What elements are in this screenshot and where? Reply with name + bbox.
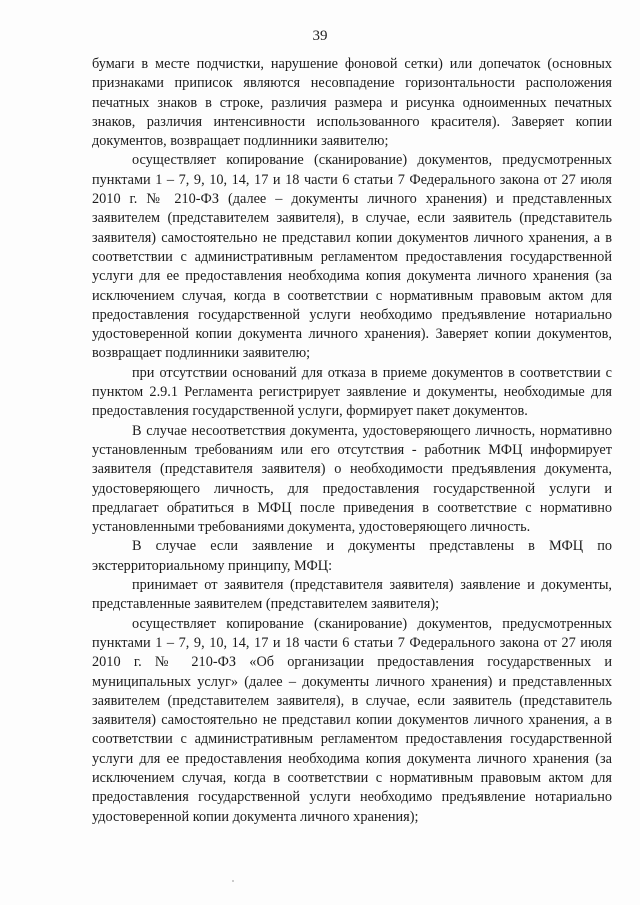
paragraph-registration: при отсутствии оснований для отказа в приеме документов в соответствии с пунктом 2.9.1 Регламента регистрирует заявление и документы, необходимые для предоставления государственной услуги, формирует пакет документов. [92, 364, 612, 420]
paragraph-accepts-application: принимает от заявителя (представителя заявителя) заявление и документы, представленные заявителем (представителем заявителя); [92, 577, 612, 613]
paragraph-copying-documents: осуществляет копирование (сканирование) документов, предусмотренных пунктами 1 – 7, 9, 10, 14, 17 и 18 части 6 статьи 7 Федерального закона от 27 июля 2010 г. № 210-ФЗ (далее – документы личного хранения) и представленных заявителем (представителем заявителя), в случае, если заявитель (представитель заявителя) самостоятельно не представил копии документов личного хранения, а в соответствии с административным регламентом предоставления государственной услуги для ее предоставления необходима копия документа личного хранения (за исключением случая, когда в соответствии с нормативным правовым актом для предоставления государственной услуги необходимо предъявление нотариально удостоверенной копии документа личного хранения). Заверяет копии документов, возвращает подлинники заявителю; [92, 152, 612, 362]
scan-speck [232, 880, 234, 882]
paragraph-extraterritorial: В случае если заявление и документы представлены в МФЦ по экстерриториальному принципу, МФЦ: [92, 538, 612, 574]
paragraph-identity-mismatch: В случае несоответствия документа, удостоверяющего личность, нормативно установленным требованиям или его отсутствия - работник МФЦ информирует заявителя (представителя заявителя) о необходимости предъявления документа, удостоверяющего личность, для предоставления государственной услуги и предлагает обратиться в МФЦ после приведения в соответствие с нормативно установленными требованиями документа, удостоверяющего личность. [92, 422, 612, 536]
document-body [92, 55, 612, 827]
page-number: 39 [312, 28, 328, 44]
paragraph-copying-extraterritorial: осуществляет копирование (сканирование) документов, предусмотренных пунктами 1 – 7, 9, 10, 14, 17 и 18 части 6 статьи 7 Федерального закона от 27 июля 2010 г. № 210-ФЗ «Об организации предоставления государственных и муниципальных услуг» (далее – документы личного хранения) и представленных заявителем (представителем заявителя), в случае, если заявитель (представитель заявителя) самостоятельно не представил копии документов личного хранения, а в соответствии с административным регламентом предоставления государственной услуги для ее предоставления необходима копия документа личного хранения (за исключением случая, когда в соответствии с нормативным правовым актом для предоставления государственной услуги необходимо предъявление нотариально удостоверенной копии документа личного хранения); [92, 615, 612, 825]
paragraph-forgery-signs: бумаги в месте подчистки, нарушение фоновой сетки) или допечаток (основных признаками приписок являются несовпадение горизонтальности расположения печатных знаков в строке, различия размера и рисунка одноименных печатных знаков, различия интенсивности использованного красителя). Заверяет копии документов, возвращает подлинники заявителю; [92, 56, 612, 150]
